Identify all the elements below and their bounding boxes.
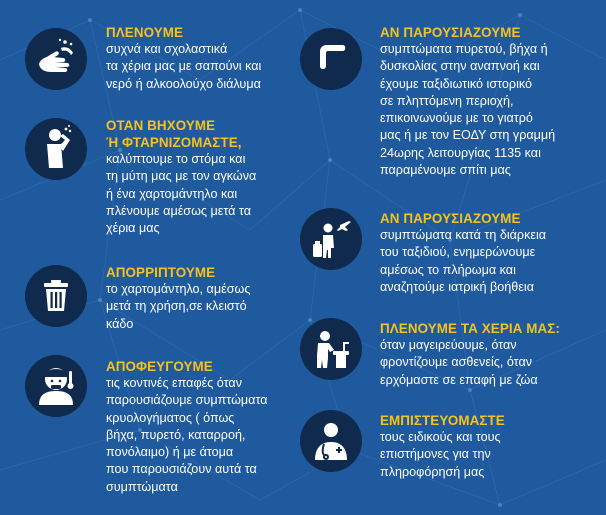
tip-line: δυσκολίας στην αναπνοή και [380, 59, 540, 74]
tip-line: του ταξιδιού, ενημερώνουμε [380, 245, 536, 260]
tip-line: αμέσως το πλήρωμα και [380, 262, 516, 277]
tip-line: χέρια μας [106, 221, 160, 236]
tip-line: τη μύτη μας με τον αγκώνα [106, 169, 257, 184]
tip-title: ΠΛΕΝΟΥΜΕ [106, 25, 184, 40]
tip-line: όταν μαγειρεύουμε, όταν [380, 338, 517, 352]
trash-bin-icon [25, 265, 87, 327]
tip-title: Ή ΦΤΑΡΝΙΖΟΜΑΣΤΕ, [106, 135, 242, 150]
tip-line: 24ωρης λειτουργίας 1135 και [380, 145, 541, 160]
tip-line: συχνά και σχολαστικά [106, 42, 228, 56]
tip-title: ΕΜΠΙΣΤΕΥΟΜΑΣΤΕ [380, 413, 505, 428]
tip-title: ΑΠΟΡΡΙΠΤΟΥΜΕ [106, 265, 216, 280]
tip-line: παρουσιάζουμε συμπτώματα [106, 393, 268, 408]
tip-line: μας ή με τον ΕΟΔΥ στη γραμμή [380, 128, 556, 143]
tip-line: πλένουμε αμέσως μετά τα [106, 203, 252, 218]
tip-line: ερχόμαστε σε επαφή με ζώα [380, 372, 538, 387]
tip-title: ΑΠΟΦΕΥΓΟΥΜΕ [106, 359, 213, 374]
tip-line: νερό ή αλκοολούχο διάλυμα [106, 76, 261, 91]
tip-line: κρυολογήματος ( όπως [106, 410, 235, 425]
hand-washing-icon [25, 28, 87, 90]
tip-line: σε πληττόμενη περιοχή, [380, 93, 514, 108]
tip-line: το χαρτομάντηλο, αμέσως [106, 282, 251, 296]
tip-line: κάδο [106, 316, 134, 331]
tip-line: συμπτώματα πυρετού, βήχα ή [380, 42, 548, 56]
tip-line: έχουμε ταξιδιωτικό ιστορικό [380, 76, 533, 91]
doctor-icon [300, 410, 362, 472]
sick-person-icon [25, 355, 87, 417]
phone-icon [300, 28, 362, 90]
tip-title: ΑΝ ΠΑΡΟΥΣΙΑΖΟΥΜΕ [380, 25, 521, 40]
tip-line: μετά τη χρήση,σε κλειστό [106, 299, 247, 314]
tip-title: ΟΤΑΝ ΒΗΧΟΥΜΕ [106, 118, 216, 133]
tip-line: τις κοντινές επαφές όταν [106, 376, 242, 390]
tip-title: ΠΛΕΝΟΥΜΕ ΤΑ ΧΕΡΙΑ ΜΑΣ: [380, 321, 560, 336]
sink-washing-icon [300, 318, 362, 380]
tip-line: που παρουσιάζουν αυτά τα [106, 462, 257, 477]
tip-line: φροντίζουμε ασθενείς, όταν [380, 355, 533, 370]
tip-line: βήχα, πυρετό, καταρροή, [106, 427, 246, 442]
tip-line: επιστήμονες για την [380, 447, 491, 462]
tip-line: πονόλαιμο) ή με άτομα [106, 445, 234, 460]
traveler-plane-icon [300, 208, 362, 270]
tip-title: ΑΝ ΠΑΡΟΥΣΙΑΖΟΥΜΕ [380, 211, 521, 226]
tip-line: ή ένα χαρτομάντηλο και [106, 186, 238, 201]
tip-line: τους ειδικούς και τους [380, 430, 501, 444]
tip-line: επικοινωνούμε με το γιατρό [380, 111, 533, 126]
tip-line: συμπτώματα κατά τη διάρκεια [380, 228, 547, 242]
sneeze-elbow-icon [25, 118, 87, 180]
tip-line: πληροφόρησή μας [380, 464, 485, 479]
tip-line: αναζητούμε ιατρική βοήθεια [380, 279, 535, 294]
tip-line: παραμένουμε σπίτι μας [380, 163, 511, 178]
tip-line: καλύπτουμε το στόμα και [106, 152, 246, 166]
tip-line: τα χέρια μας με σαπούνι και [106, 59, 262, 74]
tip-line: συμπτώματα [106, 479, 178, 494]
